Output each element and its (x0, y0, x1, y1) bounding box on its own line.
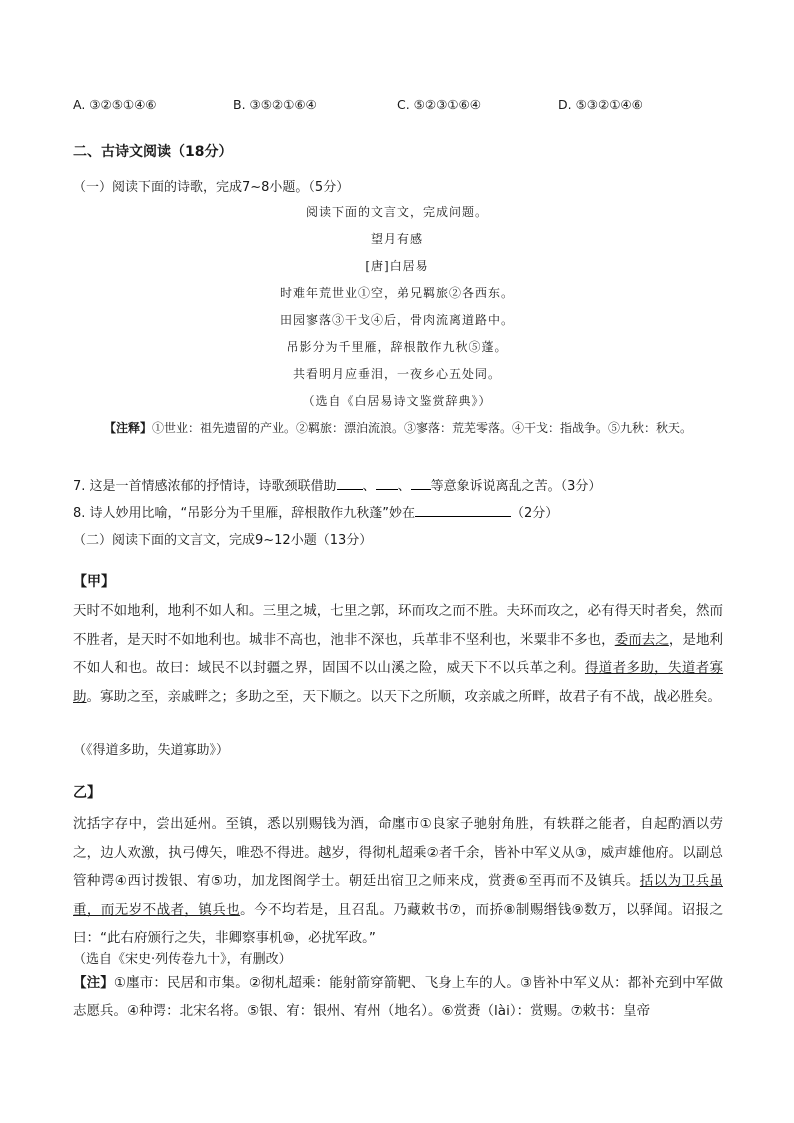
passage-yi-source: （选自《宋史·列传卷九十》，有删改） (73, 952, 292, 967)
passage-yi-text: 沈括字存中，尝出延州。至镇，悉以别赐钱为酒，命廛市①良家子驰射角胜，有轶群之能者，自起酌酒以劳之，边人欢激，执弓傅矢，唯恐不得进。越岁，得彻札超乘②者千余，皆补中军义从③，威声雄他府。以副总管种谔④西讨拨银、宥⑤功，加龙图阁学士。朝廷出宿卫之师来戍，赏赉⑥至再而不及镇兵。 (73, 816, 723, 890)
option-b[interactable]: B. ③⑤②①⑥④ (233, 97, 317, 112)
section-title: 二、古诗文阅读（18分） (73, 144, 233, 160)
option-a[interactable]: A. ③②⑤①④⑥ (73, 97, 157, 112)
question-8-tail: （2分） (511, 506, 559, 521)
question-7-tail: 等意象诉说离乱之苦。（3分） (430, 479, 602, 494)
passage-jia-text: 。寡助之至，亲戚畔之；多助之至，天下顺之。以天下之所顺，攻亲戚之所畔，故君子有不战，战必胜矣。 (86, 688, 721, 705)
question-7-stem: 7. 这是一首情感浓郁的抒情诗，诗歌颈联借助 (73, 479, 337, 494)
part2-intro: （二）阅读下面的文言文，完成9~12小题（13分） (73, 533, 373, 548)
underlined-phrase: 委而去之 (614, 631, 669, 648)
poem-intro: 阅读下面的文言文，完成问题。 (305, 205, 488, 219)
passage-yi (73, 810, 723, 953)
passage-yi-heading: 乙】 (73, 785, 101, 801)
passage-jia (73, 597, 723, 711)
answer-blank-7-2[interactable] (376, 477, 398, 490)
poem-line-4: 共看明月应垂泪，一夜乡心五处同。 (292, 367, 501, 381)
poem-notes (73, 415, 723, 442)
option-c[interactable]: C. ⑤②③①⑥④ (397, 97, 481, 112)
notes-text: ①廛市：民居和市集。②彻札超乘：能射箭穿箭靶、飞身上车的人。③皆补中军义从：都补充到中军做志愿兵。④种谔：北宋名将。⑤银、宥：银州、宥州（地名）。⑥赏赉（lài）：赏赐。⑦敕书：皇帝 (73, 975, 724, 1019)
part1-intro: （一）阅读下面的诗歌，完成7~8小题。（5分） (73, 180, 350, 195)
notes-label: 【注】 (73, 975, 114, 991)
option-d[interactable]: D. ⑤③②①④⑥ (558, 97, 643, 112)
passage-jia-heading: 【甲】 (73, 574, 115, 590)
answer-blank-8[interactable] (415, 504, 511, 517)
passage-yi-notes (73, 969, 723, 1025)
poem-line-3: 吊影分为千里雁，辞根散作九秋⑤蓬。 (286, 340, 508, 354)
passage-jia-text: ，是地利不如人和也。故曰：域民不以封疆之界，固国不以山溪之险，威天下不以兵革之利。 (73, 631, 724, 677)
poem-line-1: 时难年荒世业①空，弟兄羁旅②各西东。 (279, 286, 514, 300)
question-7-sep: 、 (362, 479, 376, 494)
passage-yi-text: 。今不均若是，且召乱。乃藏敕书⑦，而挢⑧制赐缗钱⑨数万，以驿闻。诏报之曰：“此右府颁行之失，非卿察事机⑩，必扰军政。” (73, 901, 723, 947)
passage-jia-source: （《得道多助，失道寡助》） (73, 743, 230, 758)
poem-line-2: 田园寥落③干戈④后，骨肉流离道路中。 (279, 313, 514, 327)
notes-text: ①世业：祖先遗留的产业。②羁旅：漂泊流浪。③寥落：荒芜零落。④干戈：指战争。⑤九秋：秋天。 (152, 421, 693, 435)
question-7 (73, 475, 601, 494)
poem-author: [唐]白居易 (365, 259, 429, 273)
notes-label: 【注释】 (103, 421, 152, 435)
underlined-phrase: 得道者多助，失道者寡助 (73, 660, 724, 705)
passage-jia-text: 天时不如地利，地利不如人和。三里之城，七里之郭，环而攻之而不胜。夫环而攻之，必有得天时者矣，然而不胜者，是天时不如地利也。城非不高也，池非不深也，兵革非不坚利也，米粟非不多也， (73, 603, 723, 648)
underlined-phrase: 括以为卫兵虽重，而无岁不战者，镇兵也 (73, 873, 723, 918)
question-8 (73, 502, 558, 521)
question-8-stem: 8. 诗人妙用比喻，“吊影分为千里雁，辞根散作九秋蓬”妙在 (73, 506, 416, 521)
answer-blank-7-1[interactable] (337, 477, 363, 490)
poem-title: 望月有感 (370, 232, 423, 246)
question-7-sep: 、 (397, 479, 411, 494)
answer-blank-7-3[interactable] (411, 477, 431, 490)
poem-source: （选自《白居易诗文鉴赏辞典》） (302, 394, 492, 408)
